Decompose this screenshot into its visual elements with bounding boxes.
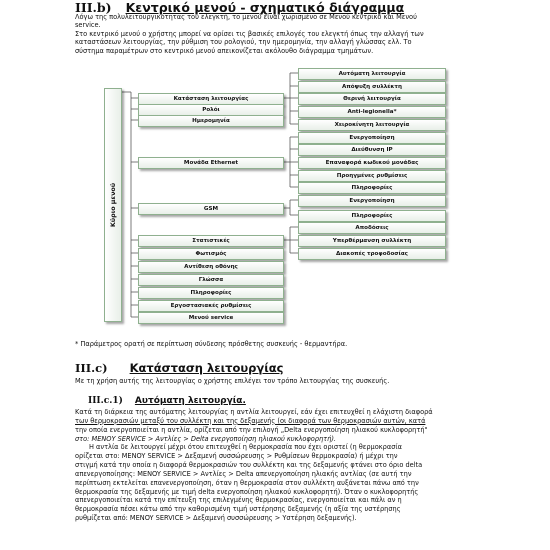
menu-node-gsm: GSM — [138, 203, 284, 215]
section-b-title: Κεντρικό μενού - σχηματικό διάγραμμα — [125, 0, 405, 15]
intro-line: Στο κεντρικό μενού ο χρήστης μπορεί να ορίσει τις βασικές επιλογές του ελεγκτή όπως την αλλαγή των — [75, 29, 424, 38]
submenu-node-summer: Θερινή λειτουργία — [298, 93, 446, 105]
submenu-node-power-cuts: Διακοπές τροφοδοσίας — [298, 248, 446, 260]
body-line: απενεργοποίησης: MENOY SERVICE > Αντλίες > Delta απενεργοποίηση ηλιακής αντλίας (σε αυτή την — [75, 469, 412, 478]
body-line: την οποία ενεργοποιείται η αντλία, ορίζεται από την επιλογή „Delta ενεργοποίηση ηλιακού κυκλοφορητή" — [75, 425, 428, 434]
intro-line: Λόγω της πολυλειτουργικότητας του ελεγκτή, το μενού είναι χωρισμένο σε Μενού κεντρικό και Μενού — [75, 13, 417, 21]
body-line: περίπτωση εκτελείται επανενεργοποίηση, όταν η θερμοκρασία στον συλλέκτη αυξάνεται πάνω από την — [75, 478, 419, 487]
submenu-node-auto: Αυτόματη λειτουργία — [298, 68, 446, 80]
section-c-intro: Με τη χρήση αυτής της λειτουργίας ο χρήστης επιλέγει τον τρόπο λειτουργίας της συσκευής. — [75, 377, 390, 385]
submenu-node-ip-address: Διεύθυνση IP — [298, 144, 446, 156]
menu-node-statistics: Στατιστικές — [138, 235, 284, 247]
menu-node-contrast: Αντίθεση οθόνης — [138, 261, 284, 273]
section-c1-heading — [88, 396, 246, 406]
body-line: στο: MENOY SERVICE > Αντλίες > Delta ενεργοποίηση ηλιακού κυκλοφορητή). — [75, 434, 336, 443]
body-line: Η αντλία δε λειτουργεί μέχρι ότου επιτευχθεί η θερμοκρασία που έχει οριστεί (η θερμοκρασία — [89, 443, 402, 452]
body-line: θερμοκρασία της δεξαμενής με τιμή delta ενεργοποίηση ηλιακού κυκλοφορητή). Όταν ο κυκλοφορητής — [75, 487, 419, 496]
menu-node-operating-mode: Κατάσταση λειτουργίας — [138, 93, 284, 105]
diagram-footnote: * Παράμετρος ορατή σε περίπτωση σύνδεσης πρόσθετης συσκευής - θερμαντήρα. — [75, 340, 348, 348]
section-c1-title: Αυτόματη λειτουργία. — [134, 396, 246, 406]
section-b-number: III.b) — [75, 0, 112, 15]
diagram-root-node — [104, 88, 122, 322]
section-c-number: III.c) — [75, 361, 108, 375]
menu-node-clock: Ρολόι — [138, 104, 284, 116]
submenu-node-defrost: Απόψυξη συλλέκτη — [298, 81, 446, 93]
submenu-node-yields: Αποδόσεις — [298, 222, 446, 234]
submenu-node-eth-info: Πληροφορίες — [298, 182, 446, 194]
body-line: θερμοκρασία πέσει κάτω από την καθορισμένη τιμή υστέρησης δεξαμενής (η αξία της υστέρησης — [75, 505, 401, 514]
intro-line: σύστημα παραμέτρων στο κεντρικό μενού απεικονίζεται ακόλουθο διάγραμμα τμημάτων. — [75, 46, 374, 55]
root-label: Κύριο μενού — [109, 182, 117, 228]
menu-node-factory-settings: Εργοστασιακές ρυθμίσεις — [138, 300, 284, 312]
body-line: στιγμή κατά την οποία η διαφορά θερμοκρασιών του συλλέκτη και της δεξαμενής φτάνει στο όριο delta — [75, 461, 423, 470]
body-line: ορίζεται στο: MENOY SERVICE > Δεξαμενή συσσώρευσης > Ρυθμίσεων θερμοκρασία) ή μέχρι την — [75, 452, 398, 461]
submenu-node-eth-activation: Ενεργοποίηση — [298, 132, 446, 144]
body-line: Κατά τη διάρκεια της αυτόματης λειτουργίας η αντλία λειτουργεί, εάν έχει επιτευχθεί η ελάχιστη διαφορά — [75, 408, 433, 416]
menu-node-ethernet: Μονάδα Ethernet — [138, 157, 284, 169]
intro-line: καταστάσεων λειτουργίας, την ρύθμιση του ρολογιού, την ημερομηνία, την αλλαγή γλώσσας ελλ. Το — [75, 38, 412, 47]
menu-node-service-menu: Μενού service — [138, 312, 284, 324]
submenu-node-overheating: Υπερθέρμανση συλλέκτη — [298, 235, 446, 247]
body-line: των θερμοκρασιών μεταξύ του συλλέκτη και της δεξαμενής (οι διαφορά των θερμοκρασιών αυτών, κατά — [75, 416, 426, 425]
menu-node-lighting: Φωτισμός — [138, 248, 284, 260]
submenu-node-anti-legionella: Anti-legionella* — [298, 106, 446, 118]
section-c-heading — [75, 361, 283, 375]
submenu-node-gsm-activation: Ενεργοποίηση — [298, 195, 446, 207]
body-line: ρυθμίζεται από: MENOY SERVICE > Δεξαμενή συσσώρευσης > Υστέρηση δεξαμενής). — [75, 514, 357, 523]
menu-node-language: Γλώσσα — [138, 274, 284, 286]
intro-line: service. — [75, 21, 101, 30]
submenu-node-gsm-info: Πληροφορίες — [298, 210, 446, 222]
section-c1-number: III.c.1) — [88, 396, 123, 406]
submenu-node-advanced: Προηγμένες ρυθμίσεις — [298, 170, 446, 182]
section-c-title: Κατάσταση λειτουργίας — [129, 361, 284, 375]
section-c1-body — [75, 408, 545, 523]
menu-node-date: Ημερομηνία — [138, 115, 284, 127]
menu-node-information: Πληροφορίες — [138, 287, 284, 299]
submenu-node-reset-code: Επαναφορά κωδικού μονάδας — [298, 157, 446, 169]
body-line: απενεργοποιείται κατά την επίτευξη της επιλεγμένης θερμοκρασίας, ενεργοποιείται και πάλι αν η — [75, 496, 402, 505]
submenu-node-manual: Χειροκίνητη λειτουργία — [298, 119, 446, 131]
